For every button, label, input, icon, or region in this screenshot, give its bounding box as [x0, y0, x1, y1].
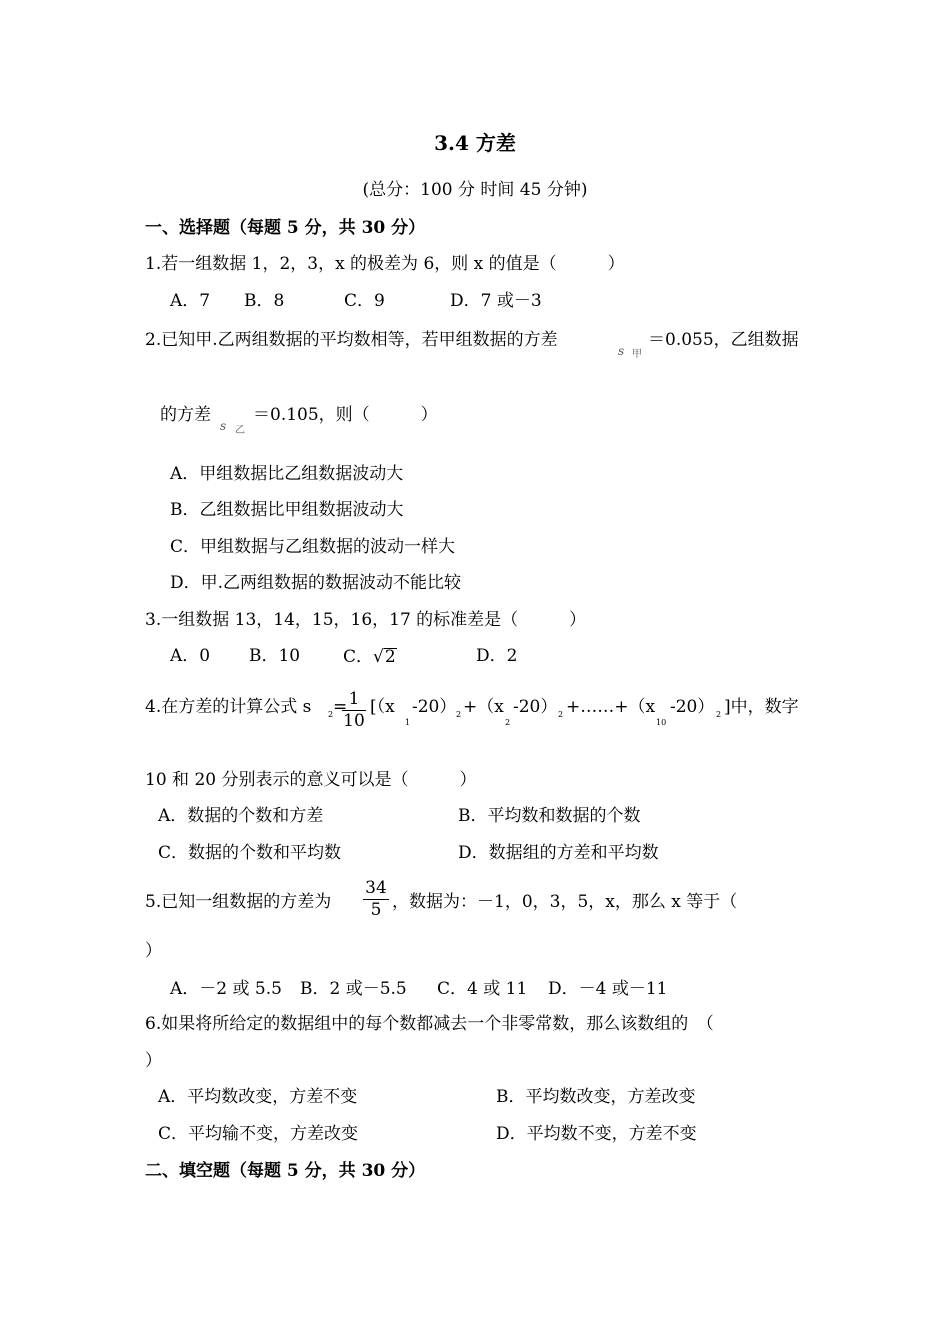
question-3-stem: 3.一组数据 13，14，15，16，17 的标准差是（ ）	[145, 610, 587, 630]
question-5-paren-close: ）	[145, 941, 162, 961]
q5-option-d: D．－4 或－11	[548, 979, 668, 999]
fraction-34-5	[363, 880, 389, 919]
q1-option-b: B．8	[244, 291, 285, 311]
formula-end: ]中，数字	[724, 697, 799, 717]
q1-option-c: C．9	[344, 291, 385, 311]
sqrt-symbol: √2	[373, 647, 396, 667]
q3-option-b: B．10	[249, 646, 301, 666]
fraction-numerator: 34	[365, 878, 387, 898]
question-2-stem-d: ＝0.105，则（ ）	[253, 405, 438, 425]
q3-option-d: D．2	[476, 646, 518, 666]
subscript-2: 2	[505, 718, 511, 727]
q4-option-b: B．平均数和数据的个数	[458, 806, 641, 826]
subscript-1: 1	[405, 718, 411, 727]
question-2-stem-b: ＝0.055，乙组数据	[648, 330, 799, 350]
q4-option-c: C．数据的个数和平均数	[158, 843, 342, 863]
formula-term-10: -20）	[670, 697, 715, 717]
q1-option-d: D．7 或－3	[450, 291, 542, 311]
q6-option-d: D．平均数不变，方差不变	[496, 1124, 697, 1144]
q5-option-a: A．－2 或 5.5	[170, 979, 282, 999]
q4-option-a: A．数据的个数和方差	[158, 806, 324, 826]
sqrt-radicand: 2	[384, 647, 396, 667]
q5-option-c: C．4 或 11	[437, 979, 528, 999]
q6-option-c: C．平均输不变，方差改变	[158, 1124, 359, 1144]
q5-option-b: B．2 或－5.5	[300, 979, 407, 999]
superscript-2: 2	[328, 710, 334, 719]
formula-bracket: [（x	[370, 697, 395, 717]
question-4-line-2: 10 和 20 分别表示的意义可以是（ ）	[145, 770, 477, 790]
section-heading: 一、选择题（每题 5 分，共 30 分）	[145, 218, 426, 238]
superscript-2: 2	[558, 710, 564, 719]
formula-term-1: -20）	[412, 697, 457, 717]
fraction-denominator: 5	[370, 900, 382, 920]
exam-meta: (总分：100 分 时间 45 分钟)	[362, 180, 588, 200]
formula-dots: +……+（x	[566, 697, 656, 717]
fraction-denominator: 10	[343, 711, 365, 731]
superscript-2: 2	[716, 710, 722, 719]
subscript-jia: 甲	[632, 349, 642, 360]
fraction-numerator: 1	[348, 689, 360, 709]
fraction-one-tenth	[342, 691, 366, 730]
question-5-stem-a: 5.已知一组数据的方差为	[145, 892, 332, 912]
q3-option-c-label: C．	[343, 647, 374, 667]
q1-option-a: A．7	[170, 291, 211, 311]
q2-option-c: C．甲组数据与乙组数据的波动一样大	[170, 537, 456, 557]
variance-symbol: s	[618, 344, 625, 358]
page-title: 3.4 方差	[434, 131, 516, 155]
q6-option-b: B．平均数改变，方差改变	[496, 1087, 696, 1107]
section-heading: 二、填空题（每题 5 分，共 30 分）	[145, 1161, 426, 1181]
q3-option-a: A．0	[170, 646, 211, 666]
question-4-stem-a: 4.在方差的计算公式 s	[145, 697, 312, 717]
question-2-stem-c: 的方差	[160, 405, 211, 425]
question-2-stem-a: 2.已知甲.乙两组数据的平均数相等，若甲组数据的方差	[145, 330, 558, 350]
formula-plus-1: +（x	[463, 697, 504, 717]
variance-symbol: s	[220, 419, 227, 433]
question-6-stem: 6.如果将所给定的数据组中的每个数都减去一个非零常数，那么该数组的 （	[145, 1014, 714, 1034]
formula-term-2: -20）	[513, 697, 558, 717]
q2-option-d: D．甲.乙两组数据的数据波动不能比较	[170, 573, 462, 593]
q3-option-c	[343, 648, 397, 666]
q2-option-b: B．乙组数据比甲组数据波动大	[170, 500, 404, 520]
q4-option-d: D．数据组的方差和平均数	[458, 843, 659, 863]
subscript-yi: 乙	[235, 425, 245, 436]
subscript-10: 10	[656, 718, 667, 727]
question-6-paren-close: ）	[145, 1051, 162, 1071]
question-1-stem: 1.若一组数据 1，2，3，x 的极差为 6，则 x 的值是（ ）	[145, 254, 625, 274]
question-5-stem-b: ，数据为：－1，0，3，5，x，那么 x 等于（	[392, 892, 738, 912]
q2-option-a: A．甲组数据比乙组数据波动大	[170, 464, 404, 484]
equals-sign: =	[333, 697, 348, 717]
q6-option-a: A．平均数改变，方差不变	[158, 1087, 358, 1107]
superscript-2: 2	[456, 710, 462, 719]
